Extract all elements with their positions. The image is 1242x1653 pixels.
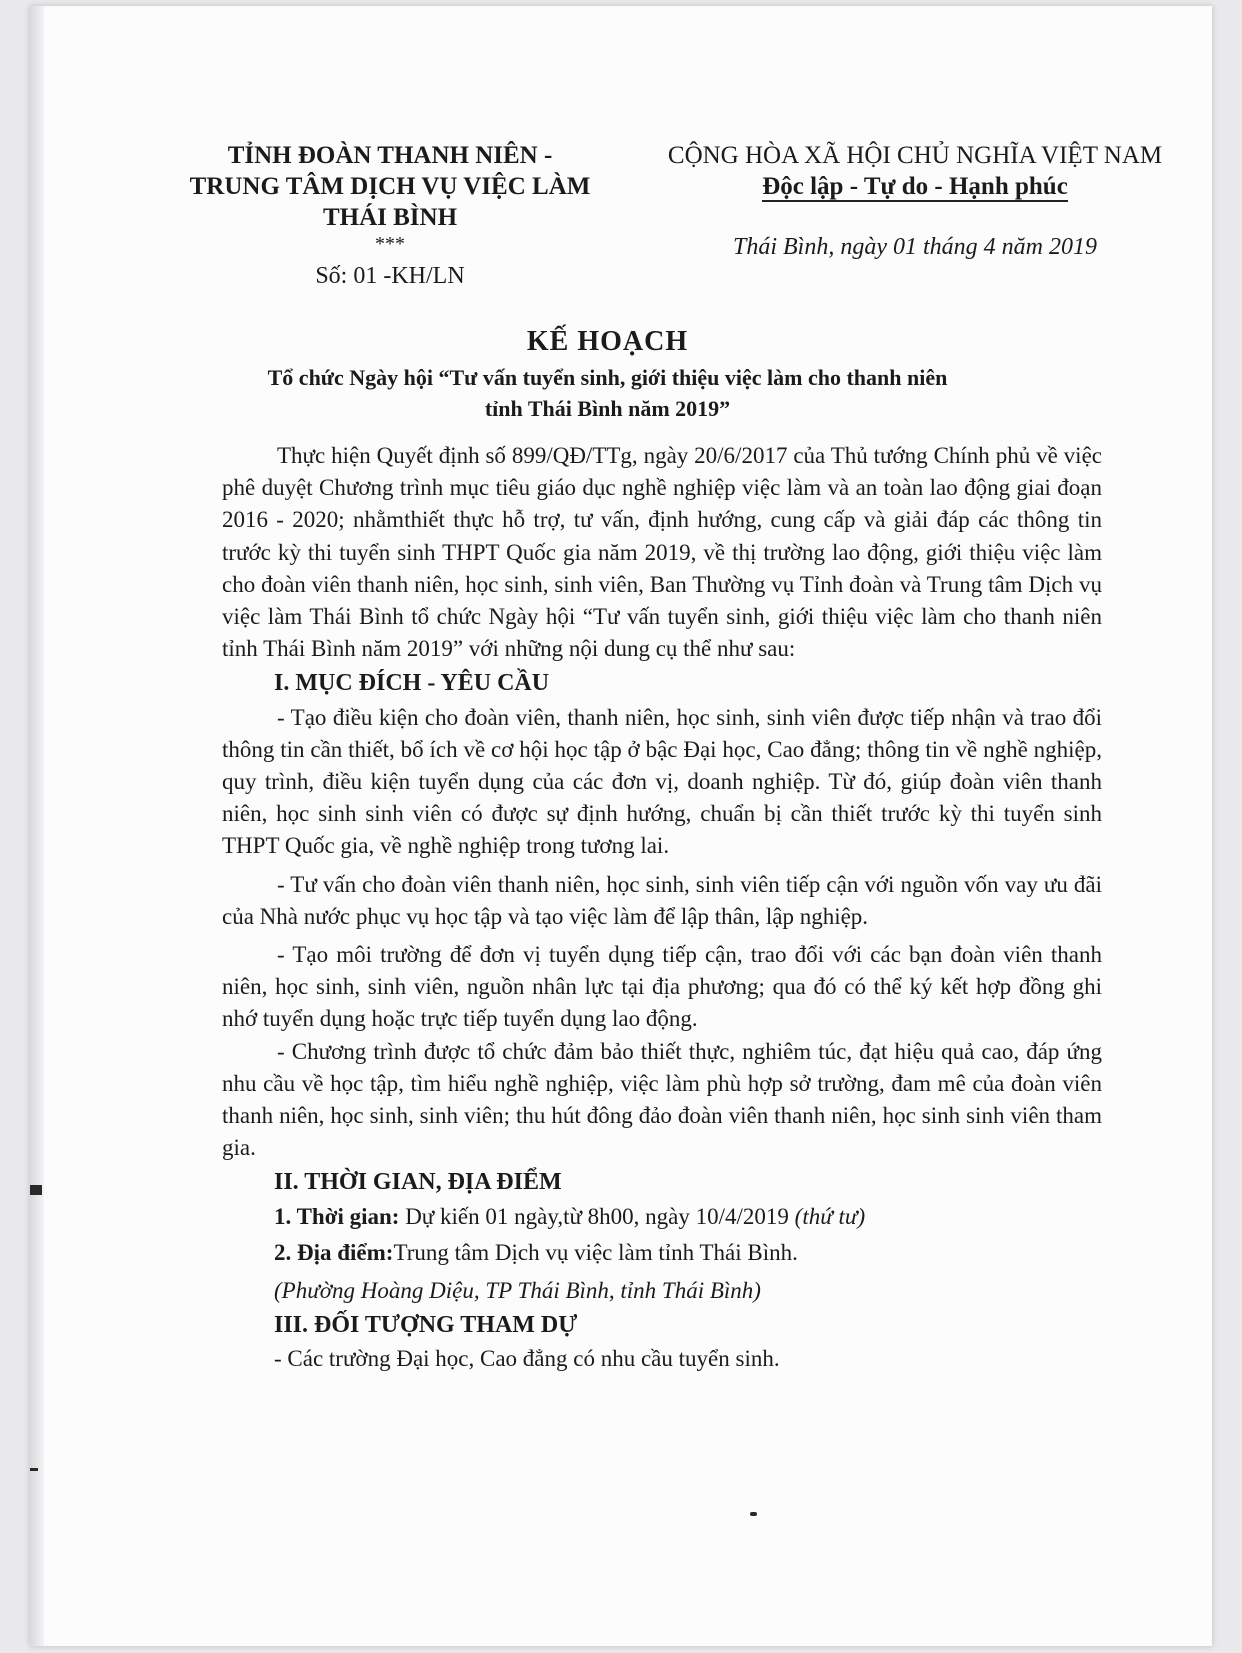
purpose-paragraph: - Tạo điều kiện cho đoàn viên, thanh niên, học sinh, sinh viên được tiếp nhận và trao đổi thông tin cần thiết, bổ ích về cơ hội học tập ở bậc Đại học, Cao đẳng; thông tin về nghề nghiệp, quy trình, điều kiện tuyển dụng của các đơn vị, doanh nghiệp. Từ đó, giúp đoàn viên thanh niên, học sinh sinh viên có được sự định hướng, chuẩn bị cần thiết trước kỳ thi tuyển sinh THPT Quốc gia, về nghề nghiệp trong tương lai. (222, 704, 1102, 859)
document-title: KẾ HOẠCH (526, 326, 689, 357)
place-item (222, 1237, 1102, 1269)
place-value: Trung tâm Dịch vụ việc làm tỉnh Thái Bình. (393, 1239, 798, 1265)
time-value: Dự kiến 01 ngày,từ 8h00, ngày 10/4/2019 (399, 1203, 795, 1229)
place-note: (Phường Hoàng Diệu, TP Thái Bình, tỉnh Thái Bình) (274, 1278, 761, 1304)
section-heading-participants: III. ĐỐI TƯỢNG THAM DỰ (274, 1312, 578, 1339)
document-date: Thái Bình, ngày 01 tháng 4 năm 2019 (733, 234, 1097, 260)
section-heading-purpose: I. MỤC ĐÍCH - YÊU CẦU (274, 670, 550, 697)
scan-mark (30, 1468, 38, 1471)
subtitle-line-2: tỉnh Thái Bình năm 2019” (484, 396, 731, 421)
purpose-paragraph: - Chương trình được tổ chức đảm bảo thiết thực, nghiêm túc, đạt hiệu quả cao, đáp ứng nhu cầu về học tập, tìm hiểu nghề nghiệp, việc làm phù hợp sở trường, đam mê của đoàn viên thanh niên, học sinh, sinh viên; thu hút đông đảo đoàn viên thanh niên, học sinh sinh viên tham gia. (222, 1038, 1102, 1161)
section-heading-time-place: II. THỜI GIAN, ĐỊA ĐIỂM (274, 1169, 562, 1196)
document-subtitle (170, 362, 1045, 424)
time-item (222, 1201, 1102, 1233)
purpose-paragraph: - Tư vấn cho đoàn viên thanh niên, học sinh, sinh viên tiếp cận với nguồn vốn vay ưu đãi của Nhà nước phục vụ học tập và tạo việc làm để lập thân, lập nghiệp. (222, 871, 1102, 929)
page-edge-shadow (30, 6, 44, 1646)
national-header (655, 140, 1175, 263)
scan-mark (30, 1185, 42, 1195)
scan-speck (750, 1512, 757, 1516)
national-motto: Độc lập - Tự do - Hạnh phúc (762, 173, 1068, 200)
agency-line-3: THÁI BÌNH (322, 204, 458, 231)
agency-line-1: TỈNH ĐOÀN THANH NIÊN - (227, 142, 553, 169)
country-name: CỘNG HÒA XÃ HỘI CHỦ NGHĨA VIỆT NAM (667, 142, 1163, 169)
document-body (222, 440, 1102, 1376)
place-label: 2. Địa điểm: (274, 1239, 394, 1265)
time-label: 1. Thời gian: (274, 1203, 400, 1229)
intro-paragraph: Thực hiện Quyết định số 899/QĐ/TTg, ngày 20/6/2017 của Thủ tướng Chính phủ về việc phê duyệt Chương trình mục tiêu giáo dục nghề nghiệp việc làm và an toàn lao động giai đoạn 2016 - 2020; nhằmthiết thực hỗ trợ, tư vấn, định hướng, cung cấp và giải đáp các thông tin trước kỳ thi tuyển sinh THPT Quốc gia năm 2019, về thị trường lao động, giới thiệu việc làm cho đoàn viên thanh niên, học sinh, sinh viên, Ban Thường vụ Tỉnh đoàn và Trung tâm Dịch vụ việc làm Thái Bình tổ chức Ngày hội “Tư vấn tuyển sinh, giới thiệu việc làm cho thanh niên tỉnh Thái Bình năm 2019” với những nội dung cụ thể như sau: (222, 443, 1102, 662)
separator-stars: *** (375, 233, 405, 255)
issuing-agency (150, 140, 630, 292)
document-number: Số: 01 -KH/LN (315, 263, 465, 289)
document-title-block (170, 326, 1045, 424)
time-note: (thứ tư) (794, 1203, 866, 1229)
purpose-paragraph: - Tạo môi trường để đơn vị tuyển dụng tiếp cận, trao đổi với các bạn đoàn viên thanh niên, học sinh, sinh viên, nguồn nhân lực tại địa phương; qua đó có thể ký kết hợp đồng ghi nhớ tuyển dụng hoặc trực tiếp tuyển dụng lao động. (222, 942, 1102, 1032)
participant-item: - Các trường Đại học, Cao đẳng có nhu cầu tuyển sinh. (274, 1346, 780, 1372)
agency-line-2: TRUNG TÂM DỊCH VỤ VIỆC LÀM (189, 173, 591, 200)
subtitle-line-1: Tổ chức Ngày hội “Tư vấn tuyển sinh, giới thiệu việc làm cho thanh niên (267, 365, 948, 390)
